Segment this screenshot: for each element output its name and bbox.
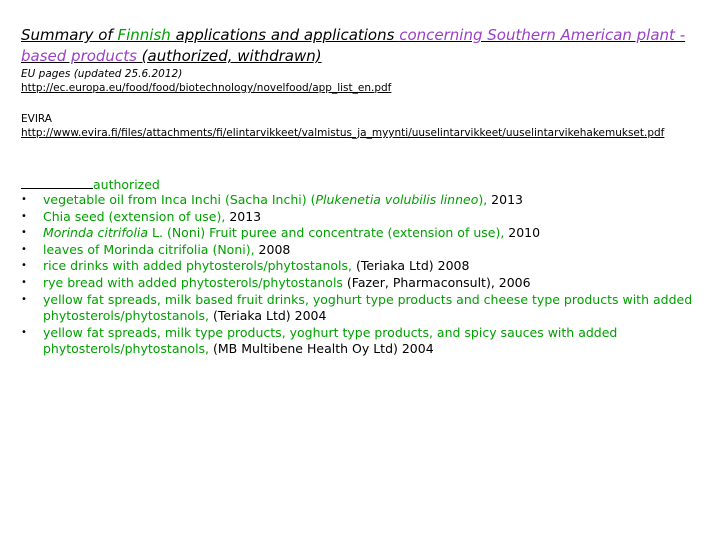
item-year: (MB Multibene Health Oy Ltd) 2004 xyxy=(213,341,434,357)
bullet-icon: • xyxy=(21,194,27,205)
bullet-icon: • xyxy=(21,243,27,255)
bullet-icon: • xyxy=(21,326,27,338)
item-scientific-name: Morinda citrifolia xyxy=(43,225,149,241)
bullet-icon: • xyxy=(21,276,27,288)
page-title xyxy=(21,25,701,67)
item-year: 2008 xyxy=(258,241,291,257)
item-year: (Teriaka Ltd) 2004 xyxy=(213,308,327,324)
item-scientific-name: Plukenetia volubilis linneo xyxy=(315,192,479,207)
eu-pages-label: EU pages (updated 25.6.2012) xyxy=(21,68,183,80)
evira-link[interactable]: http://www.evira.fi/files/attachments/fi/elintarvikkeet/valmistus_ja_myynti/uuselintarvikkeet/uuselintarvikehakemukset.pdf xyxy=(21,127,665,139)
list-item xyxy=(21,325,701,358)
item-text: yellow fat spreads, milk type products, yoghurt type products, and spicy sauces with added phytosterols/phytostanols, xyxy=(43,324,618,357)
list-item xyxy=(21,292,701,325)
item-text: yellow fat spreads, milk based fruit drinks, yoghurt type products and cheese type products with added phytosterols/phytostanols, xyxy=(43,291,693,324)
authorized-list xyxy=(21,192,701,358)
title-part-3: applications and applications xyxy=(170,26,400,44)
item-text: vegetable oil from Inca Inchi (Sacha Inchi) ( xyxy=(43,192,316,207)
bullet-icon: • xyxy=(21,227,27,239)
authorized-heading xyxy=(21,176,160,193)
item-year: (Fazer, Pharmaconsult), 2006 xyxy=(346,274,531,290)
bullet-icon: • xyxy=(21,210,27,222)
item-text: rye bread with added phytosterols/phytostanols xyxy=(43,274,347,290)
title-southern-american: concerning Southern American plant -based products xyxy=(21,26,686,65)
bullet-icon: • xyxy=(21,260,27,272)
list-item xyxy=(21,225,701,242)
list-item xyxy=(21,275,701,292)
list-item xyxy=(21,209,701,226)
authorized-label: authorized xyxy=(93,177,160,192)
list-item xyxy=(21,192,701,209)
bullet-icon: • xyxy=(21,293,27,305)
title-finnish: Finnish xyxy=(117,26,171,44)
item-year: 2013 xyxy=(229,208,262,224)
item-text: Chia seed (extension of use), xyxy=(43,208,230,224)
item-year: 2010 xyxy=(508,225,541,241)
heading-underline xyxy=(21,176,93,189)
list-item xyxy=(21,258,701,275)
item-year: 2013 xyxy=(491,192,523,207)
evira-label: EVIRA xyxy=(21,113,52,125)
eu-pages-link[interactable]: http://ec.europa.eu/food/food/biotechnology/novelfood/app_list_en.pdf xyxy=(21,82,392,94)
item-year: (Teriaka Ltd) 2008 xyxy=(355,258,470,274)
title-part-1: Summary of xyxy=(21,26,118,44)
item-text: L. (Noni) Fruit puree and concentrate (extension of use), xyxy=(148,225,509,241)
list-item xyxy=(21,242,701,259)
item-text: rice drinks with added phytosterols/phytostanols, xyxy=(43,258,356,274)
title-part-5: (authorized, withdrawn) xyxy=(136,47,322,65)
item-text: leaves of Morinda citrifolia (Noni), xyxy=(43,241,259,257)
item-text: ), xyxy=(478,192,492,207)
